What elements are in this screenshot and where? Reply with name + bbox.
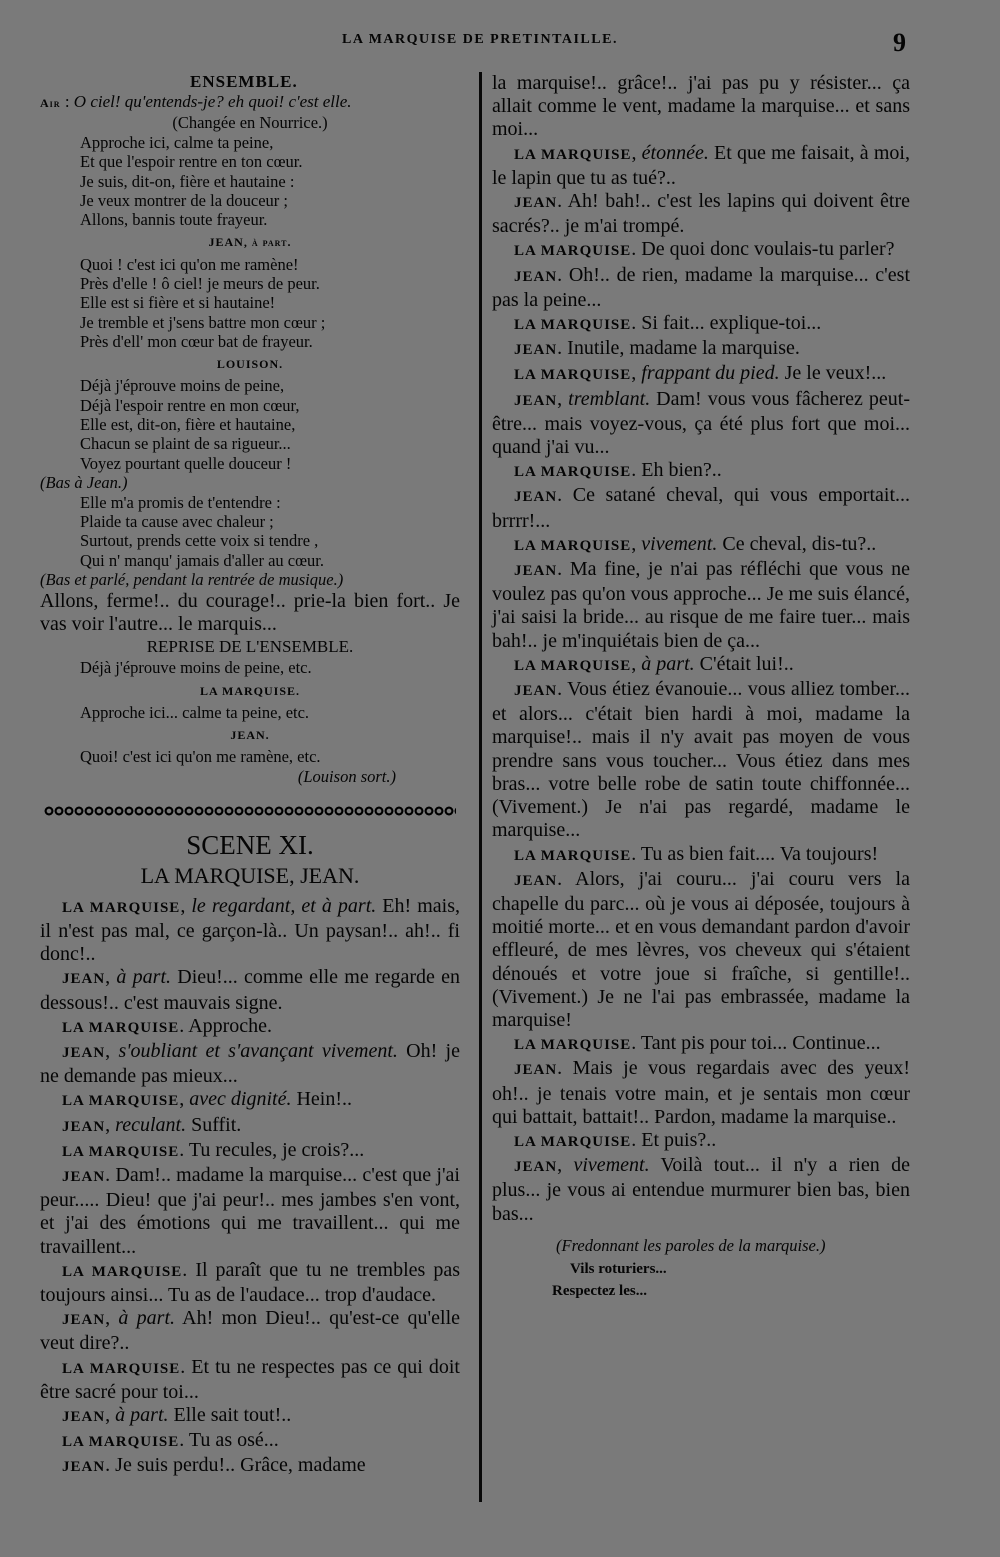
verse-line: Déjà l'espoir rentre en mon cœur, xyxy=(80,395,300,415)
stage-direction: le regardant, et à part. xyxy=(191,894,377,917)
dialogue-line: LA MARQUISE. Eh bien?.. xyxy=(514,459,722,482)
speech-text: Mais je vous regardais avec des yeux! oh!.. je tenais votre main, et je sentais mon cœur qui battait, battait!.. Pardon, madame la marquise.. xyxy=(492,1057,910,1128)
speaker-name: LA MARQUISE xyxy=(514,317,632,334)
stage-direction-fredonnant: (Fredonnant les paroles de la marquise.) xyxy=(556,1235,826,1255)
verse-louison xyxy=(40,376,460,472)
speaker-name: JEAN xyxy=(514,683,558,700)
speech-text: De quoi donc voulais-tu parler? xyxy=(641,238,895,261)
speaker-name: LA MARQUISE xyxy=(514,847,632,864)
verse-line: Et que l'espoir rentre en ton cœur. xyxy=(80,152,303,172)
verse-louison-2 xyxy=(40,493,460,570)
dialogue-line: JEAN, à part. Ah! mon Dieu!.. qu'est-ce qu'elle veut dire?.. xyxy=(40,1307,461,1355)
verse-line: Qui n' manqu' jamais d'aller au cœur. xyxy=(80,550,324,570)
speaker-name: JEAN xyxy=(514,392,558,409)
dialogue-line: JEAN, s'oubliant et s'avançant vivement. Oh! je ne demande pas mieux... xyxy=(40,1039,460,1088)
verse-line: Je tremble et j'sens battre mon cœur ; xyxy=(80,312,326,332)
speaker-name: JEAN xyxy=(62,1168,106,1185)
verse-line: Je suis, dit-on, fière et hautaine : xyxy=(80,171,295,191)
stage-direction: à part. xyxy=(116,966,172,989)
dialogue-line: LA MARQUISE. De quoi donc voulais-tu parler? xyxy=(514,238,895,261)
speech-text: Tu as bien fait.... Va toujours! xyxy=(640,842,879,865)
stage-direction: frappant du pied. xyxy=(641,362,780,385)
speech-text: Ce satané cheval, qui vous emportait... brrrr!... xyxy=(492,484,910,532)
speech-text: Et que me faisait, à moi, le lapin que tu as tué?.. xyxy=(492,141,910,189)
dialogue-line: JEAN, à part. Dieu!... comme elle me regarde en dessous!.. c'est mauvais signe. xyxy=(40,966,461,1014)
verse-line: Près d'elle ! ô ciel! je meurs de peur. xyxy=(80,273,320,293)
speaker-name: LA MARQUISE xyxy=(514,146,632,163)
verse-line: Près d'ell' mon cœur bat de frayeur. xyxy=(80,331,313,351)
speech-text: Si fait... explique-toi... xyxy=(641,312,822,335)
speech-text: Dieu!... comme elle me regarde en dessous!.. c'est mauvais signe. xyxy=(40,966,461,1014)
speaker-name: LA MARQUISE xyxy=(62,1143,180,1160)
speaker-name: LA MARQUISE xyxy=(514,243,632,260)
speech-text: Je suis perdu!.. Grâce, madame xyxy=(115,1454,366,1477)
dialogue-line: JEAN. Dam!.. madame la marquise... c'est que j'ai peur..... Dieu! que j'ai peur!.. mes jambes s'en vont, et j'ai des émotions qui me travaillent... qui me travaillent... xyxy=(40,1163,460,1258)
speech-text: Tant pis pour toi... Continue... xyxy=(640,1032,881,1055)
verse-line: Quoi ! c'est ici qu'on me ramène! xyxy=(80,254,299,274)
speaker-name: JEAN xyxy=(514,1159,558,1176)
verse-marquise xyxy=(40,133,460,229)
speech-text: Il paraît que tu ne trembles pas toujours ainsi... Tu as de l'audace... trop d'audace. xyxy=(40,1258,460,1306)
dialogue-line: LA MARQUISE. Tant pis pour toi... Continue... xyxy=(514,1032,881,1055)
speaker-name: JEAN xyxy=(514,872,558,889)
dialogue-line: JEAN, à part. Elle sait tout!.. xyxy=(62,1404,292,1427)
speech-text: Approche. xyxy=(188,1014,273,1037)
speech-text: Suffit. xyxy=(186,1113,242,1136)
verse-line: Elle est si fière et si hautaine! xyxy=(80,293,276,313)
speech-text: Hein!.. xyxy=(291,1088,353,1111)
dialogue-line: JEAN. Je suis perdu!.. Grâce, madame xyxy=(62,1454,366,1477)
ornamental-rule xyxy=(44,805,456,817)
speaker-name: LA MARQUISE xyxy=(62,1093,180,1110)
speaker-name: LA MARQUISE xyxy=(62,1263,183,1280)
speaker-label: LA MARQUISE. xyxy=(199,683,300,698)
stage-direction: vivement. xyxy=(641,532,718,555)
dialogue-line: JEAN. Mais je vous regardais avec des yeux! oh!.. je tenais votre main, et je sentais mon cœur qui battait, battait!.. Pardon, madame la marquise.. xyxy=(492,1057,910,1128)
speech-text: Eh bien?.. xyxy=(641,459,722,482)
speech-text: Tu recules, je crois?... xyxy=(188,1138,365,1161)
speaker-name: JEAN xyxy=(62,1459,106,1476)
column-divider xyxy=(479,72,482,1502)
left-column xyxy=(40,72,460,1480)
dialogue-line: JEAN. Ce satané cheval, qui vous emportait... brrrr!... xyxy=(492,484,910,532)
speaker-name: JEAN xyxy=(62,1312,106,1329)
speaker-name: JEAN xyxy=(62,1044,106,1061)
scene-characters: LA MARQUISE, JEAN. xyxy=(140,862,360,888)
ensemble-heading: ENSEMBLE. xyxy=(190,72,298,91)
dialogue-line: LA MARQUISE. Il paraît que tu ne trembles pas toujours ainsi... Tu as de l'audace... trop d'audace. xyxy=(40,1258,460,1306)
speaker-name: LA MARQUISE xyxy=(514,1133,632,1150)
reprise-line: Quoi! c'est ici qu'on me ramène, etc. xyxy=(80,747,321,767)
chant-line: Vils roturiers... xyxy=(570,1260,667,1277)
verse-line: Plaide ta cause avec chaleur ; xyxy=(80,512,274,532)
speaker-name: JEAN xyxy=(62,971,106,988)
stage-direction-louison-sort: (Louison sort.) xyxy=(297,766,396,786)
stage-direction: avec dignité. xyxy=(189,1088,292,1111)
dialogue-line: LA MARQUISE, étonnée. Et que me faisait, à moi, le lapin que tu as tué?.. xyxy=(492,141,910,189)
speaker-name: JEAN xyxy=(62,1409,106,1426)
page-number: 9 xyxy=(893,28,906,57)
speaker-label: JEAN. xyxy=(230,728,270,743)
stage-direction: vivement. xyxy=(573,1154,650,1177)
dialogue-line: JEAN. Ma fine, je n'ai pas réfléchi que vous ne voulez pas qu'on vous approche... Je me suis élancé, j'ai saisi la bride... au risque de me faire tuer... mais bah!.. je m'inquiétais bien de ça... xyxy=(492,558,910,652)
speaker-name: JEAN xyxy=(514,489,558,506)
continuation-text: la marquise!.. grâce!.. j'ai pas pu y résister... ça allait comme le vent, madame la marquise... et sans moi... xyxy=(492,72,910,141)
speaker-name: JEAN xyxy=(514,563,558,580)
speech-text: Je le veux!... xyxy=(779,362,887,385)
speech-text: Oh! je ne demande pas mieux... xyxy=(40,1039,460,1088)
dialogue-line: JEAN. Oh!.. de rien, madame la marquise... c'est pas la peine... xyxy=(492,263,910,311)
scene-title: SCENE XI. xyxy=(186,829,314,860)
dialogue-line: JEAN, reculant. Suffit. xyxy=(62,1113,242,1136)
stage-direction-changee: (Changée en Nourrice.) xyxy=(172,113,328,132)
speech-text: Inutile, madame la marquise. xyxy=(567,337,800,360)
dialogue-line: JEAN. Vous étiez évanouie... vous alliez tomber... et alors... c'était bien hardi à moi, madame la marquise!.. mais il n'y avait pas moyen de vous prendre sans vous toucher... Vous étiez dans mes bras... votre belle robe de satin toute chiffonnée... (Vivement.) Je n'ai pas regardé, madame le marquise... xyxy=(492,678,910,842)
verse-line: Elle m'a promis de t'entendre : xyxy=(80,492,281,512)
dialogue-line: LA MARQUISE, le regardant, et à part. Eh! mais, il n'est pas mal, ce garçon-là.. Un paysan!.. ah!.. fi donc!.. xyxy=(40,894,460,966)
stage-direction: à part. xyxy=(641,652,695,675)
chant-line: Respectez les... xyxy=(552,1282,647,1299)
verse-line: Voyez pourtant quelle douceur ! xyxy=(80,453,292,473)
speaker-name: LA MARQUISE xyxy=(62,1360,181,1377)
dialogue-line: JEAN. Alors, j'ai couru... j'ai couru vers la chapelle du parc... où je vous ai déposée, toujours à moitié morte... et en vous demandant pardon d'avoir effleuré, de mes lèvres, vos cheveux qui s'étaient dénoués et votre joue si fraîche, si gentille!.. (Vivement.) Je ne l'ai pas embrassée, madame la marquise! xyxy=(492,867,910,1031)
speaker-name: LA MARQUISE xyxy=(62,1019,180,1036)
speaker-name: JEAN xyxy=(514,342,558,359)
speaker-name: LA MARQUISE xyxy=(514,657,632,674)
dialogue-line: LA MARQUISE, vivement. Ce cheval, dis-tu?.. xyxy=(514,532,877,555)
speech-text: Ah! mon Dieu!.. qu'est-ce qu'elle veut dire?.. xyxy=(40,1307,461,1355)
dialogue-line: JEAN, tremblant. Dam! vous vous fâcherez peut-être... mais voyez-vous, ça été plus fort que moi... quand j'ai vu... xyxy=(492,387,910,459)
speech-text: Vous étiez évanouie... vous alliez tomber... et alors... c'était bien hardi à moi, madame la marquise!.. mais il n'y avait pas moyen de vous prendre sans vous toucher... Vous étiez dans mes bras... votre belle robe de satin toute chiffonnée... (Vivement.) Je n'ai pas regardé, madame le marquise... xyxy=(492,678,910,842)
stage-direction: à part. xyxy=(115,1404,169,1427)
right-dialogue xyxy=(492,142,910,1226)
speaker-name: LA MARQUISE xyxy=(514,537,632,554)
speech-text: Voilà tout... il n'y a rien de plus... je vous ai entendue murmurer bien bas, bien bas... xyxy=(492,1154,911,1225)
stage-direction: tremblant. xyxy=(568,387,651,410)
stage-direction-bas-parle: (Bas et parlé, pendant la rentrée de musique.) xyxy=(40,570,344,590)
speech-text: Oh!.. de rien, madame la marquise... c'est pas la peine... xyxy=(492,263,910,311)
reprise-line: Déjà j'éprouve moins de peine, etc. xyxy=(80,658,312,678)
speech-text: Ce cheval, dis-tu?.. xyxy=(717,532,877,555)
speaker-label: JEAN, à part. xyxy=(208,235,292,250)
dialogue-line: LA MARQUISE, à part. C'était lui!.. xyxy=(514,652,794,675)
dialogue-line: LA MARQUISE. Approche. xyxy=(62,1014,273,1037)
speech-text: Alors, j'ai couru... j'ai couru vers la chapelle du parc... où je vous ai déposée, toujours à moitié morte... et en vous demandant pardon d'avoir effleuré, de mes lèvres, vos cheveux qui s'étaient dénoués et votre joue si fraîche, si gentille!.. (Vivement.) Je ne l'ai pas embrassée, madame la marquise! xyxy=(492,867,910,1031)
verse-line: Surtout, prends cette voix si tendre , xyxy=(80,531,319,551)
speaker-name: LA MARQUISE xyxy=(514,367,632,384)
right-column xyxy=(492,72,910,1302)
dialogue-line: LA MARQUISE, frappant du pied. Je le veux!... xyxy=(514,362,887,385)
air-label: Air xyxy=(40,96,61,110)
air-line: Air : O ciel! qu'entends-je? eh quoi! c'est elle. xyxy=(40,92,352,111)
speech-text: Eh! mais, il n'est pas mal, ce garçon-là.. Un paysan!.. ah!.. fi donc!.. xyxy=(40,894,460,966)
air-title: O ciel! qu'entends-je? eh quoi! c'est elle. xyxy=(73,92,352,111)
speech-text: Et puis?.. xyxy=(641,1128,717,1151)
dialogue-line: JEAN, vivement. Voilà tout... il n'y a rien de plus... je vous ai entendue murmurer bien bas, bien bas... xyxy=(492,1154,911,1225)
verse-line: Je veux montrer de la douceur ; xyxy=(80,190,289,210)
speech-text: Et tu ne respectes pas ce qui doit être sacré pour toi... xyxy=(40,1355,460,1403)
speaker-name: LA MARQUISE xyxy=(62,899,181,916)
dialogue-line: LA MARQUISE. Tu as bien fait.... Va toujours! xyxy=(514,842,879,865)
stage-direction: étonnée. xyxy=(641,141,709,164)
speaker-name: JEAN xyxy=(514,195,558,212)
speech-text: Dam! vous vous fâcherez peut-être... mais voyez-vous, ça été plus fort que moi... quand j'ai vu... xyxy=(492,387,910,459)
dialogue-line: LA MARQUISE. Si fait... explique-toi... xyxy=(514,312,822,335)
dialogue-line: JEAN. Ah! bah!.. c'est les lapins qui doivent être sacrés?.. je m'ai trompé. xyxy=(492,190,910,238)
dialogue-line: LA MARQUISE, avec dignité. Hein!.. xyxy=(62,1088,353,1111)
speech-text: Elle sait tout!.. xyxy=(168,1404,292,1427)
reprise-line: Approche ici... calme ta peine, etc. xyxy=(80,702,310,722)
left-dialogue xyxy=(40,895,460,1480)
speech-text: Ah! bah!.. c'est les lapins qui doivent être sacrés?.. je m'ai trompé. xyxy=(492,190,910,238)
speaker-label: LOUISON. xyxy=(216,357,284,372)
speech-text: C'était lui!.. xyxy=(694,652,794,675)
stage-direction: reculant. xyxy=(115,1113,187,1136)
speech-text: Ma fine, je n'ai pas réfléchi que vous ne voulez pas qu'on vous approche... Je me suis élancé, j'ai saisi la bride... au risque de me faire tuer... mais bah!.. je m'inquiétais bien de ça... xyxy=(492,558,910,652)
dialogue-line: JEAN. Inutile, madame la marquise. xyxy=(514,337,800,360)
speaker-name: LA MARQUISE xyxy=(514,1037,632,1054)
stage-direction: s'oubliant et s'avançant vivement. xyxy=(118,1039,398,1062)
speaker-name: LA MARQUISE xyxy=(62,1434,180,1451)
verse-line: Chacun se plaint de sa rigueur... xyxy=(80,434,291,454)
verse-line: Elle est, dit-on, fière et hautaine, xyxy=(80,414,296,434)
verse-line: Approche ici, calme ta peine, xyxy=(80,133,274,152)
running-title: LA MARQUISE DE PRETINTAILLE. xyxy=(342,32,618,47)
dialogue-line: LA MARQUISE. Tu as osé... xyxy=(62,1429,279,1452)
speech-text: Dam!.. madame la marquise... c'est que j'ai peur..... Dieu! que j'ai peur!.. mes jambes s'en vont, et j'ai des émotions qui me travaillent... qui me travaillent... xyxy=(40,1163,460,1258)
speaker-louison xyxy=(40,351,460,376)
speech-text: Tu as osé... xyxy=(188,1429,279,1452)
verse-line: Déjà j'éprouve moins de peine, xyxy=(80,376,285,396)
speaker-name: JEAN xyxy=(514,268,558,285)
speaker-name: LA MARQUISE xyxy=(514,464,632,481)
speaker-name: JEAN xyxy=(514,1062,558,1079)
prose-allons: Allons, ferme!.. du courage!.. prie-la bien fort.. Je vas voir l'autre... le marquis... xyxy=(40,590,460,636)
stage-direction: à part. xyxy=(118,1307,176,1330)
speaker-jean-apart xyxy=(40,229,460,254)
stage-direction-bas-jean: (Bas à Jean.) xyxy=(40,472,128,492)
verse-line: Allons, bannis toute frayeur. xyxy=(80,210,268,230)
verse-jean xyxy=(40,255,460,351)
reprise-heading: REPRISE DE L'ENSEMBLE. xyxy=(146,637,354,657)
dialogue-line: LA MARQUISE. Tu recules, je crois?... xyxy=(62,1138,365,1161)
dialogue-line: LA MARQUISE. Et tu ne respectes pas ce qui doit être sacré pour toi... xyxy=(40,1355,460,1403)
dialogue-line: LA MARQUISE. Et puis?.. xyxy=(514,1128,717,1151)
speaker-name: JEAN xyxy=(62,1118,106,1135)
